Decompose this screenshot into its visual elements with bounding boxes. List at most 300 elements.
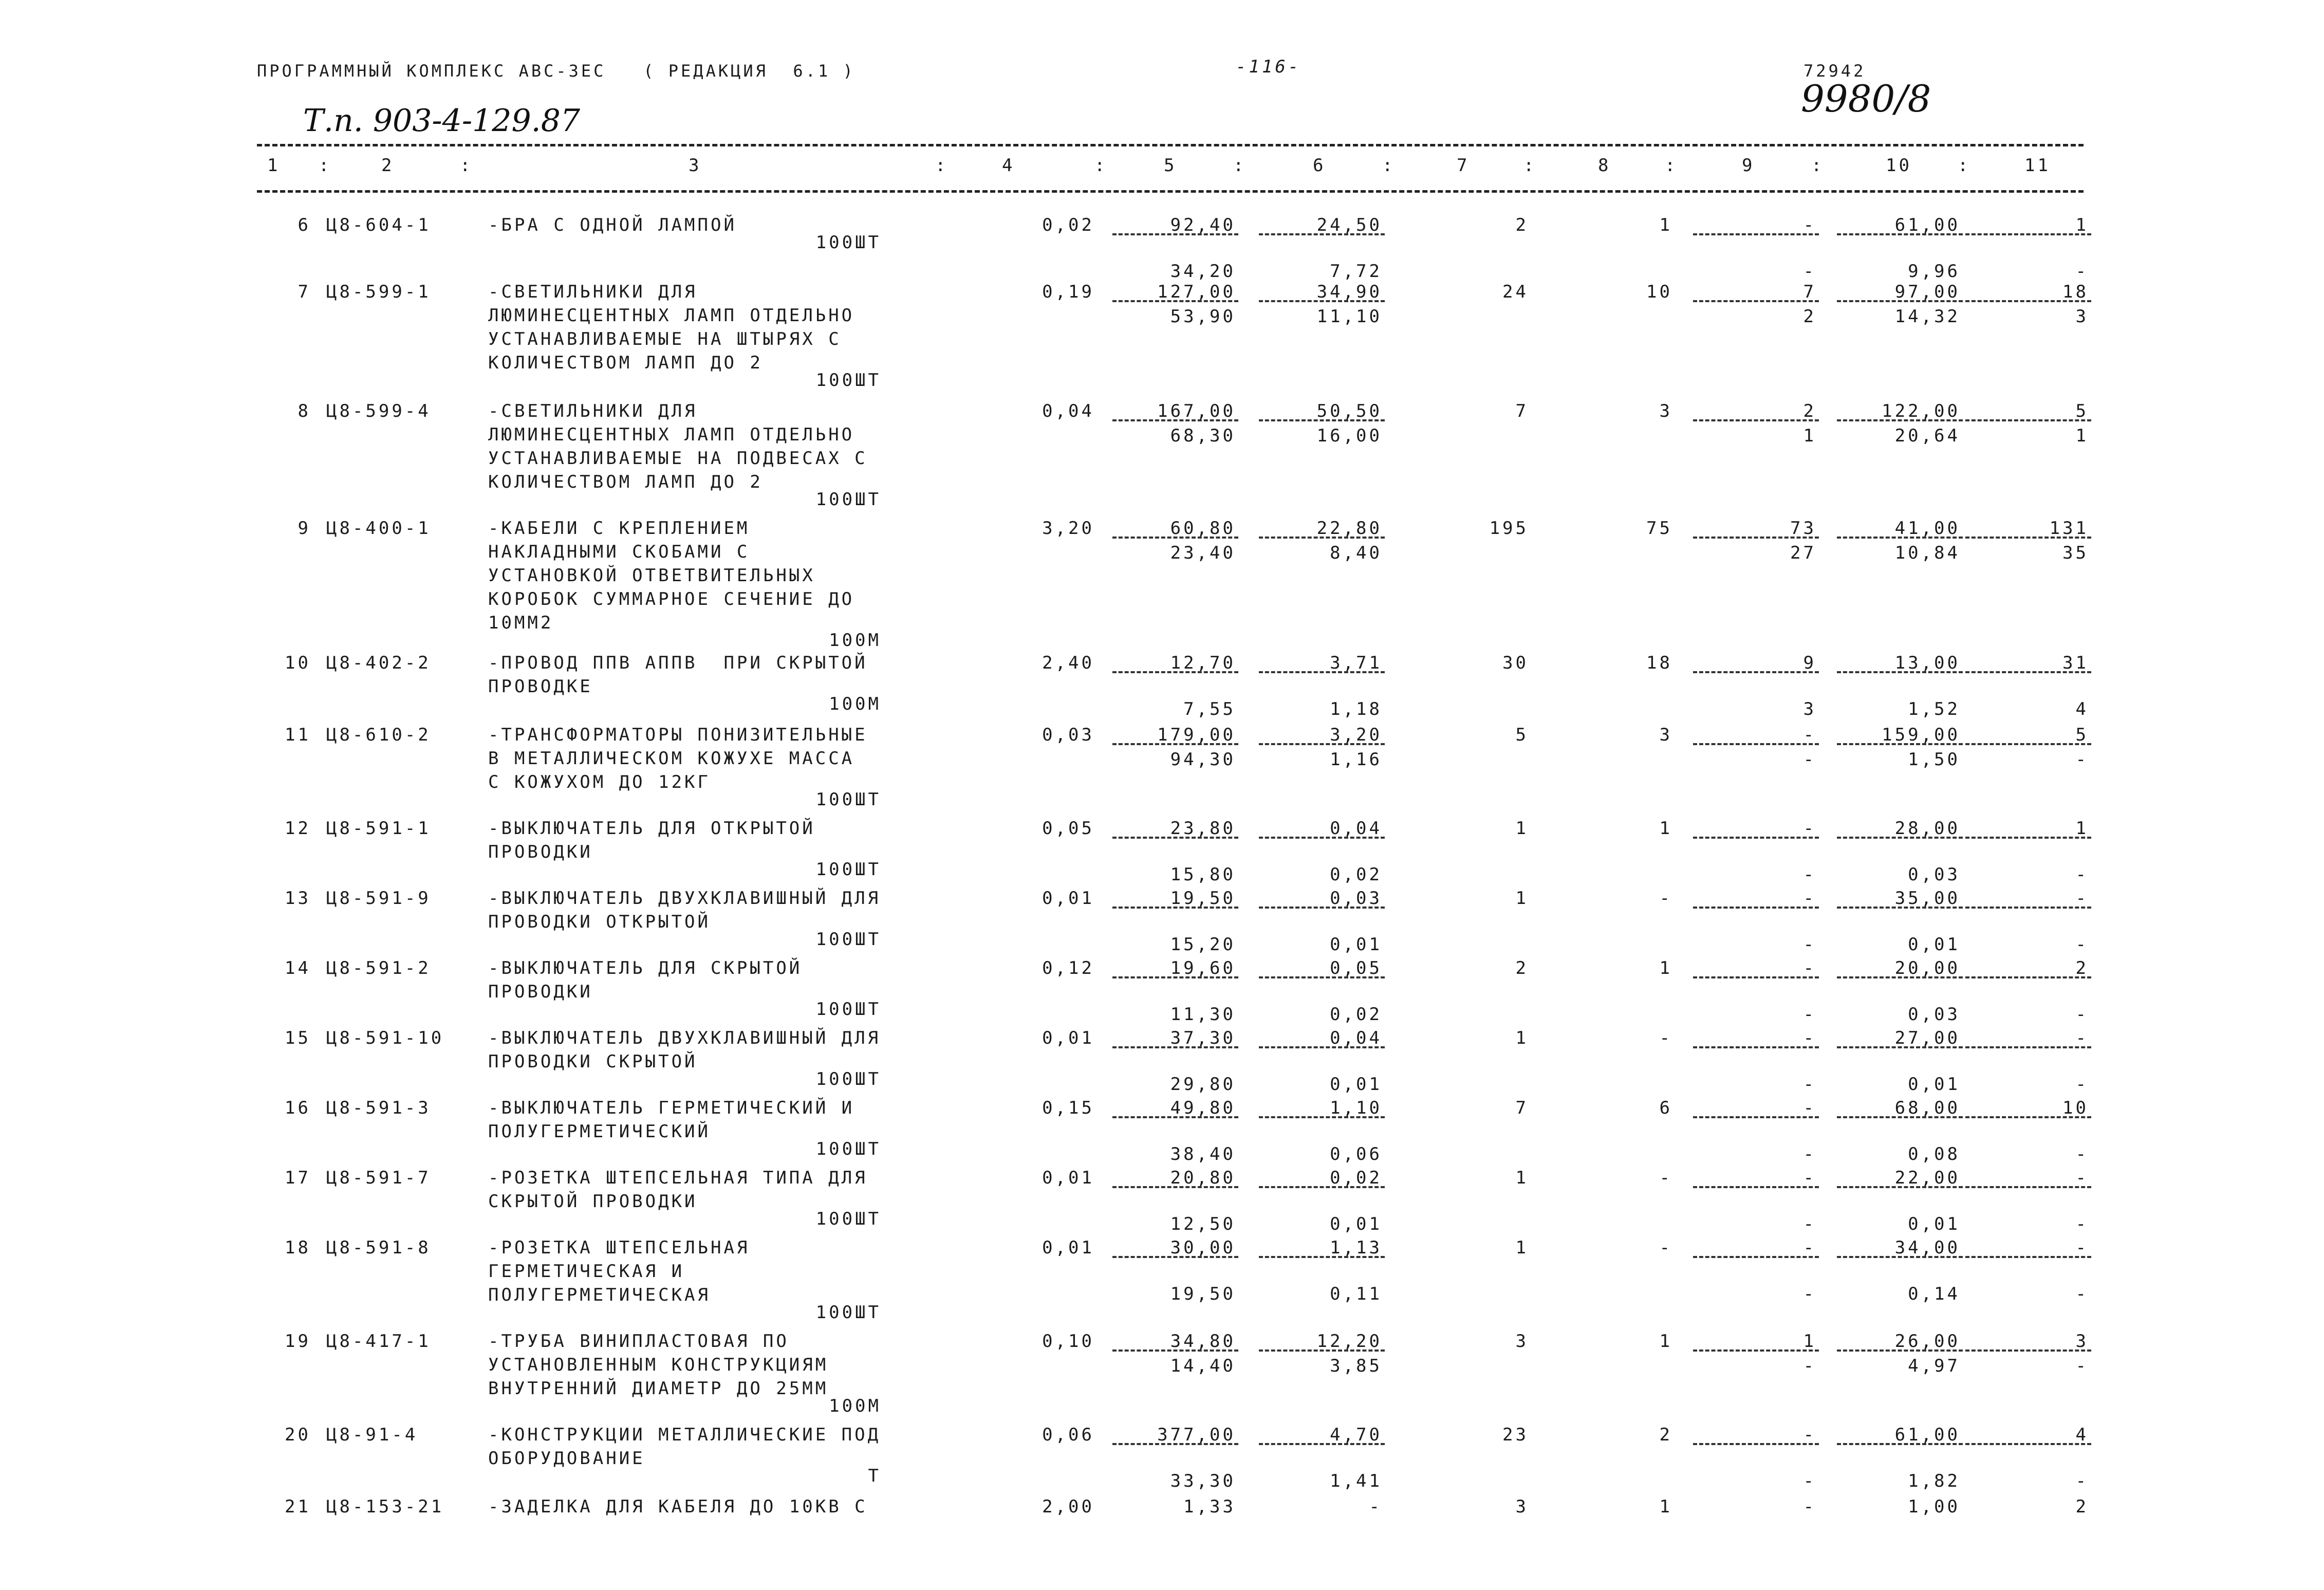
cell-c5: 23,80 — [1170, 818, 1236, 839]
cell-c10-secondary: 20,64 — [1894, 426, 1960, 446]
subtotal-divider — [1965, 1046, 2091, 1048]
work-description: -РОЗЕТКА ШТЕПСЕЛЬНАЯ ТИПА ДЛЯ — [488, 1168, 868, 1188]
cell-c7: 30 — [1502, 653, 1529, 673]
cell-c7: 7 — [1515, 1098, 1529, 1118]
cell-c8: 3 — [1659, 725, 1672, 745]
row-number: 6 — [298, 215, 311, 235]
cell-c9: - — [1803, 1496, 1816, 1517]
subtotal-divider — [1693, 1256, 1819, 1258]
unit-of-measure: 100М — [829, 694, 881, 714]
cell-c11: 2 — [2075, 958, 2089, 978]
header-rule-bottom — [257, 190, 2084, 193]
subtotal-divider — [1693, 1443, 1819, 1445]
work-description: ПРОВОДКИ СКРЫТОЙ — [488, 1051, 698, 1072]
work-description: -ВЫКЛЮЧАТЕЛЬ ГЕРМЕТИЧЕСКИЙ И — [488, 1098, 855, 1118]
cell-c10-secondary: 14,32 — [1894, 306, 1960, 327]
cell-c10: 1,00 — [1908, 1496, 1960, 1517]
cell-c6-secondary: 0,11 — [1330, 1284, 1382, 1304]
cell-qty: 2,40 — [1042, 653, 1094, 673]
subtotal-divider — [1837, 1443, 1963, 1445]
work-description: СКРЫТОЙ ПРОВОДКИ — [488, 1191, 698, 1212]
cell-c6-secondary: 0,02 — [1330, 864, 1382, 885]
cell-c5-secondary: 11,30 — [1170, 1004, 1236, 1025]
subtotal-divider — [1837, 837, 1963, 839]
rate-code: Ц8-599-4 — [326, 401, 431, 421]
rate-code: Ц8-402-2 — [326, 653, 431, 673]
subtotal-divider — [1965, 419, 2091, 421]
cell-c8: 75 — [1646, 518, 1672, 539]
cell-c10: 34,00 — [1894, 1237, 1960, 1258]
cell-c9: - — [1803, 1237, 1816, 1258]
unit-of-measure: 100ШТ — [815, 370, 881, 391]
cell-qty: 0,10 — [1042, 1331, 1094, 1352]
cell-c10-secondary: 0,08 — [1908, 1144, 1960, 1164]
cell-c9-secondary: - — [1803, 1356, 1816, 1376]
cell-c9: 7 — [1803, 282, 1816, 302]
cell-c11: - — [2075, 888, 2089, 909]
subtotal-divider — [1259, 743, 1385, 745]
cell-c7: 24 — [1502, 282, 1529, 302]
cell-c9-secondary: - — [1803, 934, 1816, 955]
work-description: КОЛИЧЕСТВОМ ЛАМП ДО 2 — [488, 472, 763, 492]
cell-c8: 1 — [1659, 215, 1672, 235]
document-code: 72942 — [1804, 61, 1866, 81]
cell-c11: 31 — [2062, 653, 2089, 673]
work-description: -БРА С ОДНОЙ ЛАМПОЙ — [488, 215, 737, 235]
column-header-11: 11 — [2024, 155, 2051, 176]
unit-of-measure: Т — [868, 1466, 881, 1486]
cell-c10-secondary: 0,03 — [1908, 864, 1960, 885]
cell-c6: 12,20 — [1316, 1331, 1382, 1352]
cell-c9: 2 — [1803, 401, 1816, 421]
cell-c5-secondary: 33,30 — [1170, 1471, 1236, 1491]
row-number: 21 — [285, 1496, 311, 1517]
work-description: КОРОБОК СУММАРНОЕ СЕЧЕНИЕ ДО — [488, 589, 855, 609]
rate-code: Ц8-591-8 — [326, 1237, 431, 1258]
cell-c7: 195 — [1489, 518, 1529, 539]
cell-c9: 9 — [1803, 653, 1816, 673]
cell-c9: - — [1803, 1098, 1816, 1118]
row-number: 9 — [298, 518, 311, 539]
cell-c6-secondary: 1,18 — [1330, 699, 1382, 719]
subtotal-divider — [1112, 743, 1238, 745]
cell-c6: 50,50 — [1316, 401, 1382, 421]
cell-c5-secondary: 19,50 — [1170, 1284, 1236, 1304]
subtotal-divider — [1259, 1443, 1385, 1445]
cell-qty: 0,04 — [1042, 401, 1094, 421]
cell-c5: 377,00 — [1157, 1425, 1236, 1445]
cell-c6: 0,02 — [1330, 1168, 1382, 1188]
cell-c11-secondary: 3 — [2075, 306, 2089, 327]
subtotal-divider — [1837, 743, 1963, 745]
cell-c6-secondary: 3,85 — [1330, 1356, 1382, 1376]
unit-of-measure: 100ШТ — [815, 489, 881, 510]
cell-qty: 3,20 — [1042, 518, 1094, 539]
cell-c6: 4,70 — [1330, 1425, 1382, 1445]
subtotal-divider — [1693, 537, 1819, 539]
subtotal-divider — [1693, 300, 1819, 302]
cell-qty: 0,06 — [1042, 1425, 1094, 1445]
row-number: 10 — [285, 653, 311, 673]
subtotal-divider — [1965, 300, 2091, 302]
cell-c10: 61,00 — [1894, 215, 1960, 235]
unit-of-measure: 100ШТ — [815, 1302, 881, 1323]
cell-c9-secondary: - — [1803, 1284, 1816, 1304]
cell-c8: 10 — [1646, 282, 1672, 302]
subtotal-divider — [1837, 907, 1963, 909]
cell-c5-secondary: 7,55 — [1183, 699, 1236, 719]
work-description: -СВЕТИЛЬНИКИ ДЛЯ — [488, 401, 698, 421]
cell-c5-secondary: 34,20 — [1170, 261, 1236, 282]
subtotal-divider — [1259, 1256, 1385, 1258]
work-description: УСТАНАВЛИВАЕМЫЕ НА ПОДВЕСАХ С — [488, 448, 868, 469]
work-description: ВНУТРЕННИЙ ДИАМЕТР ДО 25ММ — [488, 1378, 829, 1399]
cell-c6-secondary: 1,41 — [1330, 1471, 1382, 1491]
cell-c9: 73 — [1790, 518, 1816, 539]
cell-c5-secondary: 38,40 — [1170, 1144, 1236, 1164]
cell-c6: 3,71 — [1330, 653, 1382, 673]
cell-c6: 3,20 — [1330, 725, 1382, 745]
subtotal-divider — [1837, 537, 1963, 539]
subtotal-divider — [1259, 233, 1385, 235]
subtotal-divider — [1965, 907, 2091, 909]
cell-c5: 49,80 — [1170, 1098, 1236, 1118]
subtotal-divider — [1965, 976, 2091, 978]
page-number: -116- — [1236, 57, 1302, 77]
cell-c11: - — [2075, 1028, 2089, 1048]
cell-c9-secondary: 27 — [1790, 543, 1816, 563]
cell-c6: 0,05 — [1330, 958, 1382, 978]
cell-c11: 10 — [2062, 1098, 2089, 1118]
cell-c9: - — [1803, 1028, 1816, 1048]
cell-c6-secondary: 0,02 — [1330, 1004, 1382, 1025]
cell-c10-secondary: 1,52 — [1908, 699, 1960, 719]
subtotal-divider — [1259, 537, 1385, 539]
work-description: УСТАНОВЛЕННЫМ КОНСТРУКЦИЯМ — [488, 1355, 829, 1375]
row-number: 15 — [285, 1028, 311, 1048]
cell-c6: 34,90 — [1316, 282, 1382, 302]
cell-c8: 1 — [1659, 958, 1672, 978]
rate-code: Ц8-591-9 — [326, 888, 431, 909]
cell-c9-secondary: - — [1803, 1144, 1816, 1164]
work-description: -КОНСТРУКЦИИ МЕТАЛЛИЧЕСКИЕ ПОД — [488, 1425, 881, 1445]
work-description: -СВЕТИЛЬНИКИ ДЛЯ — [488, 282, 698, 302]
unit-of-measure: 100ШТ — [815, 789, 881, 810]
cell-c5-secondary: 53,90 — [1170, 306, 1236, 327]
cell-c5: 37,30 — [1170, 1028, 1236, 1048]
work-description: ОБОРУДОВАНИЕ — [488, 1448, 645, 1469]
cell-c11-secondary: - — [2075, 749, 2089, 770]
cell-c6-secondary: 0,06 — [1330, 1144, 1382, 1164]
cell-c10: 61,00 — [1894, 1425, 1960, 1445]
column-header-9: 9 — [1742, 155, 1755, 176]
work-description: -ВЫКЛЮЧАТЕЛЬ ДЛЯ СКРЫТОЙ — [488, 958, 803, 978]
unit-of-measure: 100ШТ — [815, 1139, 881, 1159]
column-separator: : — [1233, 155, 1247, 176]
unit-of-measure: 100ШТ — [815, 859, 881, 880]
cell-c11: - — [2075, 1237, 2089, 1258]
cell-c6: 22,80 — [1316, 518, 1382, 539]
rate-code: Ц8-153-21 — [326, 1496, 444, 1517]
subtotal-divider — [1112, 537, 1238, 539]
cell-c11: 18 — [2062, 282, 2089, 302]
work-description: -РОЗЕТКА ШТЕПСЕЛЬНАЯ — [488, 1237, 750, 1258]
work-description: ЛЮМИНЕСЦЕНТНЫХ ЛАМП ОТДЕЛЬНО — [488, 424, 855, 445]
cell-c6: 24,50 — [1316, 215, 1382, 235]
cell-c11: 4 — [2075, 1425, 2089, 1445]
cell-c9-secondary: - — [1803, 864, 1816, 885]
cell-c8: - — [1659, 1028, 1672, 1048]
subtotal-divider — [1112, 907, 1238, 909]
column-separator: : — [1811, 155, 1825, 176]
work-description: ПРОВОДКИ — [488, 982, 593, 1002]
subtotal-divider — [1259, 907, 1385, 909]
cell-c11-secondary: - — [2075, 934, 2089, 955]
rate-code: Ц8-610-2 — [326, 725, 431, 745]
row-number: 7 — [298, 282, 311, 302]
cell-c5: 19,60 — [1170, 958, 1236, 978]
cell-c8: 1 — [1659, 1331, 1672, 1352]
cell-c10: 22,00 — [1894, 1168, 1960, 1188]
cell-c8: 6 — [1659, 1098, 1672, 1118]
cell-c9: - — [1803, 888, 1816, 909]
work-description: -ВЫКЛЮЧАТЕЛЬ ДЛЯ ОТКРЫТОЙ — [488, 818, 815, 839]
column-header-6: 6 — [1313, 155, 1326, 176]
cell-c10: 20,00 — [1894, 958, 1960, 978]
subtotal-divider — [1965, 1116, 2091, 1118]
cell-c10: 27,00 — [1894, 1028, 1960, 1048]
column-separator: : — [1094, 155, 1108, 176]
subtotal-divider — [1837, 976, 1963, 978]
unit-of-measure: 100ШТ — [815, 999, 881, 1020]
work-description: -ВЫКЛЮЧАТЕЛЬ ДВУХКЛАВИШНЫЙ ДЛЯ — [488, 1028, 881, 1048]
cell-c11-secondary: - — [2075, 1471, 2089, 1491]
work-description: ЛЮМИНЕСЦЕНТНЫХ ЛАМП ОТДЕЛЬНО — [488, 305, 855, 326]
cell-c8: 18 — [1646, 653, 1672, 673]
cell-c6-secondary: 0,01 — [1330, 1074, 1382, 1095]
column-header-1: 1 — [267, 155, 281, 176]
cell-c10-secondary: 10,84 — [1894, 543, 1960, 563]
cell-c10: 68,00 — [1894, 1098, 1960, 1118]
subtotal-divider — [1965, 1186, 2091, 1188]
work-description: НАКЛАДНЫМИ СКОБАМИ С — [488, 542, 750, 562]
cell-c9-secondary: 2 — [1803, 306, 1816, 327]
cell-c8: - — [1659, 888, 1672, 909]
cell-qty: 0,01 — [1042, 888, 1094, 909]
row-number: 8 — [298, 401, 311, 421]
cell-c9-secondary: - — [1803, 1471, 1816, 1491]
row-number: 20 — [285, 1425, 311, 1445]
subtotal-divider — [1112, 1256, 1238, 1258]
cell-c11-secondary: 4 — [2075, 699, 2089, 719]
subtotal-divider — [1112, 1046, 1238, 1048]
column-separator: : — [460, 155, 473, 176]
cell-c5: 20,80 — [1170, 1168, 1236, 1188]
cell-qty: 0,15 — [1042, 1098, 1094, 1118]
column-header-8: 8 — [1598, 155, 1611, 176]
column-header-5: 5 — [1164, 155, 1177, 176]
subtotal-divider — [1259, 1186, 1385, 1188]
row-number: 12 — [285, 818, 311, 839]
subtotal-divider — [1965, 537, 2091, 539]
work-description: -ПРОВОД ППВ АППВ ПРИ СКРЫТОЙ — [488, 653, 868, 673]
cell-c10: 28,00 — [1894, 818, 1960, 839]
cell-c7: 23 — [1502, 1425, 1529, 1445]
cell-c9: - — [1803, 725, 1816, 745]
cell-c6: 0,03 — [1330, 888, 1382, 909]
cell-c10-secondary: 1,82 — [1908, 1471, 1960, 1491]
row-number: 13 — [285, 888, 311, 909]
cell-c11: 1 — [2075, 818, 2089, 839]
subtotal-divider — [1693, 1116, 1819, 1118]
subtotal-divider — [1112, 1116, 1238, 1118]
subtotal-divider — [1259, 671, 1385, 673]
work-description: ПРОВОДКЕ — [488, 676, 593, 697]
subtotal-divider — [1259, 1349, 1385, 1352]
subtotal-divider — [1693, 1186, 1819, 1188]
cell-c9-secondary: - — [1803, 1004, 1816, 1025]
cell-c9-secondary: - — [1803, 749, 1816, 770]
cell-c9-secondary: - — [1803, 1074, 1816, 1095]
row-number: 11 — [285, 725, 311, 745]
subtotal-divider — [1693, 976, 1819, 978]
rate-code: Ц8-591-2 — [326, 958, 431, 978]
subtotal-divider — [1837, 419, 1963, 421]
cell-c6-secondary: 7,72 — [1330, 261, 1382, 282]
rate-code: Ц8-417-1 — [326, 1331, 431, 1352]
rate-code: Ц8-591-10 — [326, 1028, 444, 1048]
cell-c7: 1 — [1515, 1237, 1529, 1258]
row-number: 14 — [285, 958, 311, 978]
cell-c10: 159,00 — [1882, 725, 1960, 745]
cell-c11: 3 — [2075, 1331, 2089, 1352]
cell-c7: 7 — [1515, 401, 1529, 421]
work-description: 10ММ2 — [488, 613, 554, 633]
column-separator: : — [1382, 155, 1396, 176]
work-description: С КОЖУХОМ ДО 12КГ — [488, 772, 711, 792]
cell-c10: 97,00 — [1894, 282, 1960, 302]
subtotal-divider — [1259, 1116, 1385, 1118]
cell-c11-secondary: - — [2075, 1356, 2089, 1376]
cell-c11: 131 — [2049, 518, 2089, 539]
cell-c6-secondary: 8,40 — [1330, 543, 1382, 563]
cell-c7: 2 — [1515, 958, 1529, 978]
column-header-2: 2 — [381, 155, 395, 176]
cell-c11: 2 — [2075, 1496, 2089, 1517]
rate-code: Ц8-591-3 — [326, 1098, 431, 1118]
cell-c7: 2 — [1515, 215, 1529, 235]
cell-c5-secondary: 94,30 — [1170, 749, 1236, 770]
cell-c8: 2 — [1659, 1425, 1672, 1445]
column-separator: : — [1665, 155, 1678, 176]
cell-c8: 1 — [1659, 1496, 1672, 1517]
cell-c6: 1,13 — [1330, 1237, 1382, 1258]
subtotal-divider — [1259, 300, 1385, 302]
cell-c6-secondary: 11,10 — [1316, 306, 1382, 327]
cell-c5-secondary: 14,40 — [1170, 1356, 1236, 1376]
rate-code: Ц8-400-1 — [326, 518, 431, 539]
subtotal-divider — [1693, 1349, 1819, 1352]
subtotal-divider — [1112, 233, 1238, 235]
work-description: -ТРУБА ВИНИПЛАСТОВАЯ ПО — [488, 1331, 789, 1352]
unit-of-measure: 100ШТ — [815, 1069, 881, 1089]
cell-c6-secondary: 0,01 — [1330, 1214, 1382, 1234]
rate-code: Ц8-604-1 — [326, 215, 431, 235]
subtotal-divider — [1693, 671, 1819, 673]
cell-c5-secondary: 29,80 — [1170, 1074, 1236, 1095]
subtotal-divider — [1693, 1046, 1819, 1048]
row-number: 19 — [285, 1331, 311, 1352]
cell-qty: 0,12 — [1042, 958, 1094, 978]
subtotal-divider — [1837, 671, 1963, 673]
work-description: ПРОВОДКИ ОТКРЫТОЙ — [488, 912, 711, 932]
cell-c9: - — [1803, 958, 1816, 978]
cell-c10-secondary: 1,50 — [1908, 749, 1960, 770]
cell-qty: 0,02 — [1042, 215, 1094, 235]
cell-c10-secondary: 0,01 — [1908, 1214, 1960, 1234]
subtotal-divider — [1112, 1349, 1238, 1352]
work-description: В МЕТАЛЛИЧЕСКОМ КОЖУХЕ МАССА — [488, 748, 855, 769]
cell-c8: - — [1659, 1237, 1672, 1258]
subtotal-divider — [1112, 671, 1238, 673]
cell-c11-secondary: - — [2075, 1074, 2089, 1095]
subtotal-divider — [1965, 233, 2091, 235]
cell-c5-secondary: 68,30 — [1170, 426, 1236, 446]
cell-c7: 1 — [1515, 818, 1529, 839]
subtotal-divider — [1259, 1046, 1385, 1048]
cell-c9: - — [1803, 818, 1816, 839]
work-description: УСТАНОВКОЙ ОТВЕТВИТЕЛЬНЫХ — [488, 565, 815, 586]
cell-c5: 1,33 — [1183, 1496, 1236, 1517]
subtotal-divider — [1837, 300, 1963, 302]
cell-c8: 1 — [1659, 818, 1672, 839]
subtotal-divider — [1693, 233, 1819, 235]
cell-qty: 0,19 — [1042, 282, 1094, 302]
cell-c6: - — [1369, 1496, 1382, 1517]
cell-c11-secondary: - — [2075, 864, 2089, 885]
work-description: ГЕРМЕТИЧЕСКАЯ И — [488, 1261, 685, 1282]
cell-c5: 12,70 — [1170, 653, 1236, 673]
work-description: -КАБЕЛИ С КРЕПЛЕНИЕМ — [488, 518, 750, 539]
subtotal-divider — [1693, 907, 1819, 909]
cell-c11-secondary: - — [2075, 261, 2089, 282]
cell-c10-secondary: 0,01 — [1908, 1074, 1960, 1095]
cell-c9-secondary: - — [1803, 1214, 1816, 1234]
cell-qty: 0,05 — [1042, 818, 1094, 839]
cell-c5: 92,40 — [1170, 215, 1236, 235]
unit-of-measure: 100ШТ — [815, 1209, 881, 1229]
subtotal-divider — [1965, 671, 2091, 673]
column-separator: : — [1523, 155, 1537, 176]
program-header: ПРОГРАММНЫЙ КОМПЛЕКС АВС-3ЕС ( РЕДАКЦИЯ 6.1 ) — [257, 61, 856, 81]
work-description: -ВЫКЛЮЧАТЕЛЬ ДВУХКЛАВИШНЫЙ ДЛЯ — [488, 888, 881, 909]
cell-c11-secondary: - — [2075, 1004, 2089, 1025]
subtotal-divider — [1837, 1256, 1963, 1258]
work-description: КОЛИЧЕСТВОМ ЛАМП ДО 2 — [488, 353, 763, 373]
cell-c6: 0,04 — [1330, 1028, 1382, 1048]
cell-c9-secondary: 1 — [1803, 426, 1816, 446]
work-description: -ТРАНСФОРМАТОРЫ ПОНИЗИТЕЛЬНЫЕ — [488, 725, 868, 745]
cell-qty: 0,03 — [1042, 725, 1094, 745]
subtotal-divider — [1112, 976, 1238, 978]
rate-code: Ц8-591-7 — [326, 1168, 431, 1188]
row-number: 16 — [285, 1098, 311, 1118]
cell-c10-secondary: 4,97 — [1908, 1356, 1960, 1376]
cell-c11: 5 — [2075, 401, 2089, 421]
cell-c10-secondary: 0,01 — [1908, 934, 1960, 955]
unit-of-measure: 100М — [829, 1396, 881, 1416]
subtotal-divider — [1965, 1256, 2091, 1258]
